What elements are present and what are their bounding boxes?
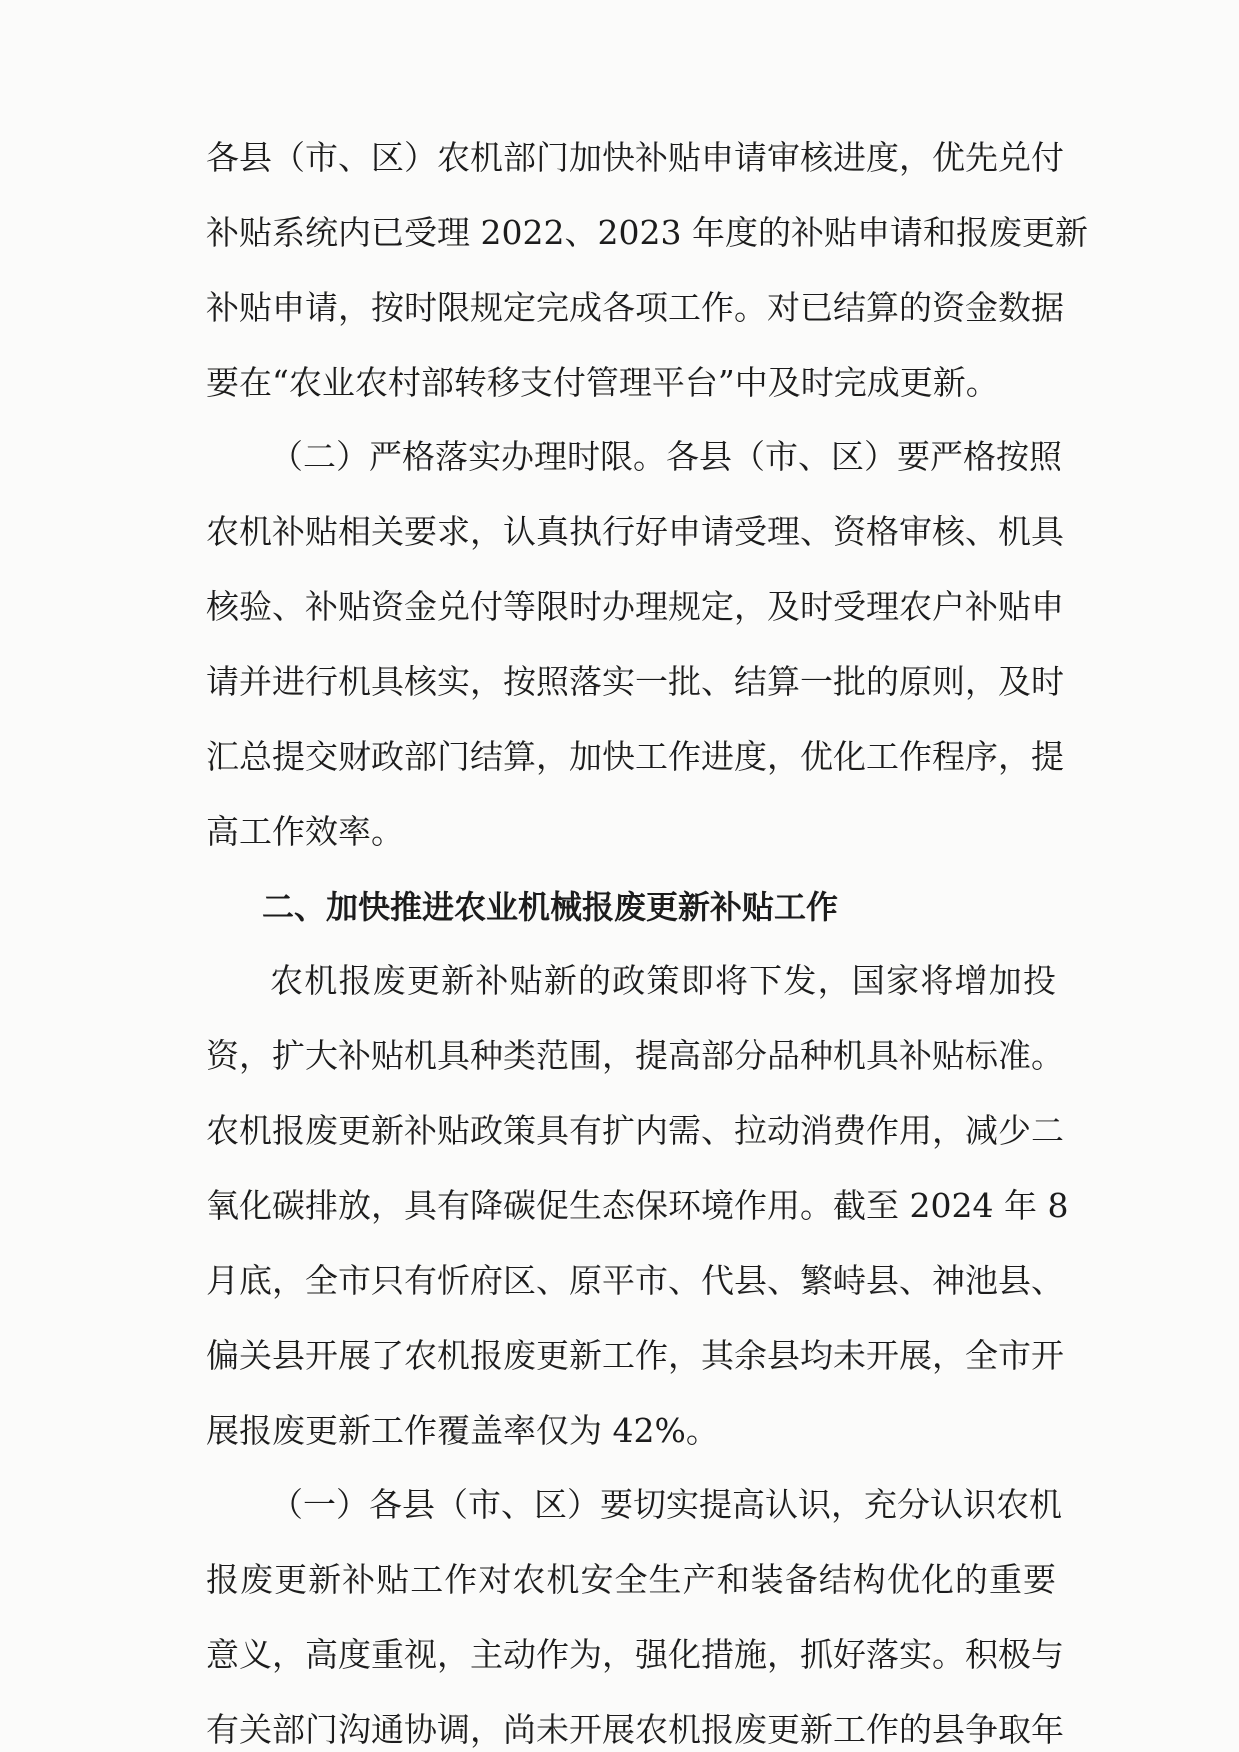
text-line: 要在“农业农村部转移支付管理平台”中及时完成更新。 [206,362,999,402]
text-line: 核验、补贴资金兑付等限时办理规定，及时受理农户补贴申 [206,587,1064,627]
text-line: 补贴申请，按时限规定完成各项工作。对已结算的资金数据 [206,287,1064,327]
text-line: 农机补贴相关要求，认真执行好申请受理、资格审核、机具 [206,512,1064,552]
text-line: 意义，高度重视，主动作为，强化措施，抓好落实。积极与 [206,1635,1064,1675]
text-line: 补贴系统内已受理 2022、2023 年度的补贴申请和报废更新 [206,212,1088,252]
text-line: 农机报废更新补贴政策具有扩内需、拉动消费作用，减少二 [206,1111,1064,1151]
text-line: 请并进行机具核实，按照落实一批、结算一批的原则，及时 [206,662,1064,702]
section-heading: 二、加快推进农业机械报废更新补贴工作 [262,887,839,926]
text-line: 报废更新补贴工作对农机安全生产和装备结构优化的重要 [206,1560,1056,1600]
paragraph-first-line: 农机报废更新补贴新的政策即将下发，国家将增加投 [270,961,1056,1001]
text-line: 氧化碳排放，具有降碳促生态保环境作用。截至 2024 年 8 [206,1186,1069,1226]
text-line: 各县（市、区）农机部门加快补贴申请审核进度，优先兑付 [206,138,1064,177]
text-line-overflow: 有关部门沟通协调，尚未开展农机报废更新工作的县争取年 [206,1710,1064,1750]
text-line: 展报废更新工作覆盖率仅为 42%。 [206,1410,719,1450]
text-line: 偏关县开展了农机报废更新工作，其余县均未开展，全市开 [206,1335,1064,1375]
paragraph-first-line: （一）各县（市、区）要切实提高认识，充分认识农机 [270,1485,1062,1525]
text-line: 月底，全市只有忻府区、原平市、代县、繁峙县、神池县、 [206,1260,1064,1300]
paragraph-first-line: （二）严格落实办理时限。各县（市、区）要严格按照 [270,437,1062,477]
text-line: 高工作效率。 [206,811,404,851]
text-line: 资，扩大补贴机具种类范围，提高部分品种机具补贴标准。 [206,1036,1064,1076]
text-line: 汇总提交财政部门结算，加快工作进度，优化工作程序，提 [206,736,1064,776]
